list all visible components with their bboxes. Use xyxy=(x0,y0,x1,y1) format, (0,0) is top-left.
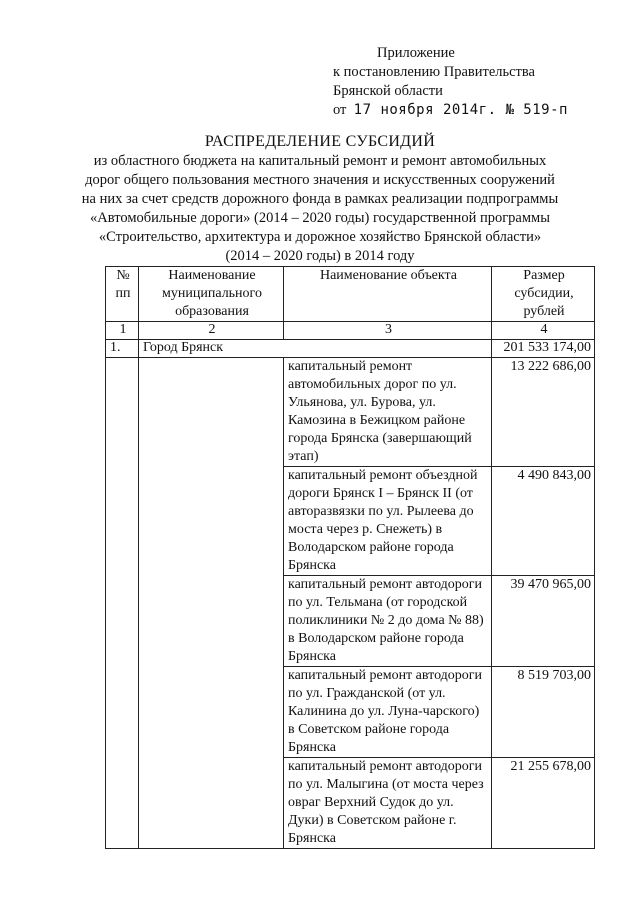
header-object: Наименование объекта xyxy=(284,267,492,322)
table-row xyxy=(106,358,595,467)
document-title xyxy=(0,132,640,266)
object-name: капитальный ремонт автомобильных дорог по ул. Ульянова, ул. Бурова, ул. Камозина в Бежицком районе города Брянска (завершающий этап) xyxy=(284,358,492,467)
appendix-date-number: 17 ноября 2014г. № 519-п xyxy=(353,102,568,118)
subsidy-table xyxy=(105,266,595,849)
title-line: «Автомобильные дороги» (2014 – 2020 годы) государственной программы xyxy=(90,210,550,226)
header-municipality: Наименование муниципального образования xyxy=(139,267,284,322)
object-amount: 4 490 843,00 xyxy=(492,467,595,576)
municipality-name: Город Брянск xyxy=(139,340,492,358)
title-line: (2014 – 2020 годы) в 2014 году xyxy=(225,248,415,264)
column-number: 4 xyxy=(492,322,595,340)
title-line: «Строительство, архитектура и дорожное хозяйство Брянской области» xyxy=(98,229,542,245)
title-main: РАСПРЕДЕЛЕНИЕ СУБСИДИЙ xyxy=(204,133,436,150)
appendix-region-line: Брянской области xyxy=(333,83,443,99)
row-number: 1. xyxy=(106,340,139,358)
object-amount: 13 222 686,00 xyxy=(492,358,595,467)
appendix-date-line xyxy=(333,101,568,120)
appendix-block xyxy=(333,44,568,120)
empty-municipality-cell xyxy=(139,358,284,849)
object-name: капитальный ремонт автодороги по ул. Тельмана (от городской поликлиники № 2 до дома № 88) в Володарском районе города Брянска xyxy=(284,576,492,667)
header-num: № пп xyxy=(106,267,139,322)
title-line: из областного бюджета на капитальный ремонт и ремонт автомобильных xyxy=(93,153,547,169)
object-name: капитальный ремонт объездной дороги Брянск I – Брянск II (от авторазвязки по ул. Рылеева до моста через р. Снежеть) в Володарском районе города Брянска xyxy=(284,467,492,576)
object-amount: 21 255 678,00 xyxy=(492,758,595,849)
header-amount: Размер субсидии, рублей xyxy=(492,267,595,322)
table-header-row xyxy=(106,267,595,322)
column-number: 3 xyxy=(284,322,492,340)
object-name: капитальный ремонт автодороги по ул. Гражданской (от ул. Калинина до ул. Луна-чарского) в Советском районе города Брянска xyxy=(284,667,492,758)
appendix-label: Приложение xyxy=(377,45,455,61)
object-amount: 8 519 703,00 xyxy=(492,667,595,758)
column-number: 2 xyxy=(139,322,284,340)
title-line: дорог общего пользования местного значения и искусственных сооружений xyxy=(85,172,555,188)
municipality-total: 201 533 174,00 xyxy=(492,340,595,358)
title-line: на них за счет средств дорожного фонда в рамках реализации подпрограммы xyxy=(81,191,559,207)
object-amount: 39 470 965,00 xyxy=(492,576,595,667)
appendix-decree-line: к постановлению Правительства xyxy=(333,64,535,80)
appendix-date-prefix: от xyxy=(333,102,347,118)
column-number: 1 xyxy=(106,322,139,340)
object-name: капитальный ремонт автодороги по ул. Малыгина (от моста через овраг Верхний Судок до ул. Дуки) в Советском районе г. Брянска xyxy=(284,758,492,849)
column-number-row xyxy=(106,322,595,340)
municipality-row xyxy=(106,340,595,358)
empty-num-cell xyxy=(106,358,139,849)
